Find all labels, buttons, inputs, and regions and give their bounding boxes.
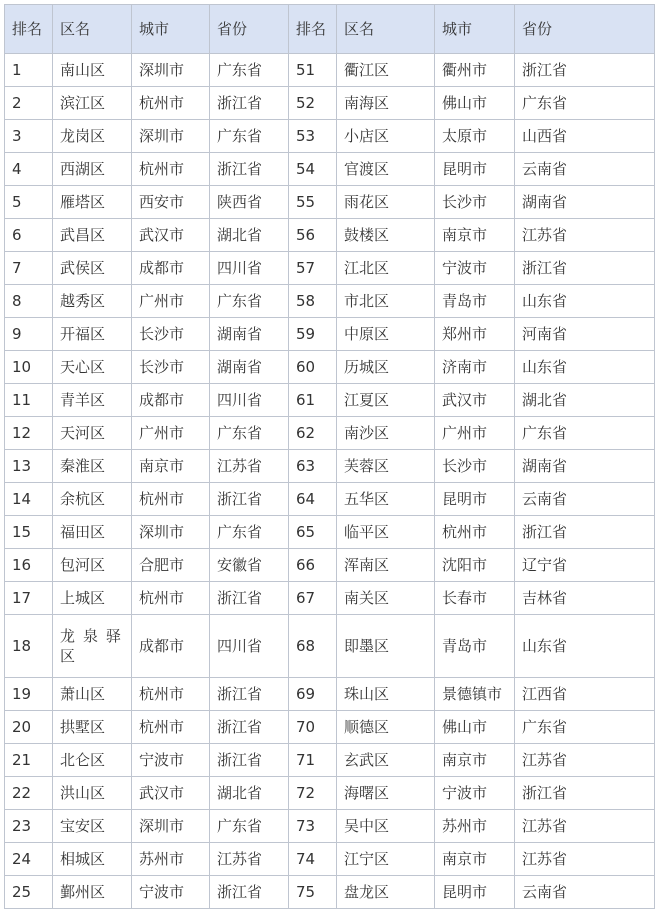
table-header	[5, 5, 655, 54]
table-body	[5, 54, 655, 909]
right-district-cell: 江北区	[337, 252, 435, 285]
left-rank-cell: 7	[5, 252, 53, 285]
header-province-right: 省份	[515, 5, 655, 54]
right-city-cell: 衢州市	[435, 54, 515, 87]
right-district-cell: 中原区	[337, 318, 435, 351]
table-row	[5, 87, 655, 120]
table-row	[5, 615, 655, 678]
left-city-cell: 杭州市	[132, 153, 210, 186]
left-district-cell: 相城区	[53, 843, 132, 876]
right-city-cell: 长沙市	[435, 450, 515, 483]
right-rank-cell: 63	[289, 450, 337, 483]
right-province-cell: 云南省	[515, 876, 655, 909]
table-row	[5, 876, 655, 909]
left-district-cell: 余杭区	[53, 483, 132, 516]
right-province-cell: 山东省	[515, 615, 655, 678]
right-city-cell: 昆明市	[435, 153, 515, 186]
right-city-cell: 太原市	[435, 120, 515, 153]
left-province-cell: 广东省	[210, 417, 289, 450]
left-district-cell: 越秀区	[53, 285, 132, 318]
left-province-cell: 广东省	[210, 120, 289, 153]
right-rank-cell: 68	[289, 615, 337, 678]
left-rank-cell: 1	[5, 54, 53, 87]
left-province-cell: 湖南省	[210, 318, 289, 351]
right-city-cell: 昆明市	[435, 876, 515, 909]
left-rank-cell: 23	[5, 810, 53, 843]
table-row	[5, 285, 655, 318]
header-city-left: 城市	[132, 5, 210, 54]
right-rank-cell: 75	[289, 876, 337, 909]
left-district-cell: 武侯区	[53, 252, 132, 285]
table-row	[5, 678, 655, 711]
table-row	[5, 417, 655, 450]
right-district-cell: 小店区	[337, 120, 435, 153]
table-row	[5, 516, 655, 549]
ranking-table	[4, 4, 655, 909]
left-province-cell: 浙江省	[210, 876, 289, 909]
right-rank-cell: 69	[289, 678, 337, 711]
right-rank-cell: 62	[289, 417, 337, 450]
right-city-cell: 青岛市	[435, 285, 515, 318]
left-district-cell: 秦淮区	[53, 450, 132, 483]
right-city-cell: 广州市	[435, 417, 515, 450]
left-province-cell: 安徽省	[210, 549, 289, 582]
right-province-cell: 江苏省	[515, 810, 655, 843]
table-row	[5, 450, 655, 483]
left-rank-cell: 12	[5, 417, 53, 450]
left-district-cell: 开福区	[53, 318, 132, 351]
header-district-left: 区名	[53, 5, 132, 54]
left-province-cell: 浙江省	[210, 582, 289, 615]
right-province-cell: 广东省	[515, 711, 655, 744]
right-rank-cell: 57	[289, 252, 337, 285]
left-rank-cell: 19	[5, 678, 53, 711]
table-row	[5, 351, 655, 384]
right-province-cell: 浙江省	[515, 777, 655, 810]
table-row	[5, 186, 655, 219]
right-rank-cell: 73	[289, 810, 337, 843]
right-province-cell: 浙江省	[515, 54, 655, 87]
left-rank-cell: 16	[5, 549, 53, 582]
right-rank-cell: 61	[289, 384, 337, 417]
right-rank-cell: 65	[289, 516, 337, 549]
right-province-cell: 广东省	[515, 417, 655, 450]
left-district-cell: 龙岗区	[53, 120, 132, 153]
right-province-cell: 浙江省	[515, 252, 655, 285]
right-district-cell: 市北区	[337, 285, 435, 318]
right-rank-cell: 55	[289, 186, 337, 219]
right-city-cell: 郑州市	[435, 318, 515, 351]
left-rank-cell: 6	[5, 219, 53, 252]
left-province-cell: 四川省	[210, 615, 289, 678]
table-row	[5, 252, 655, 285]
left-city-cell: 成都市	[132, 615, 210, 678]
table-row	[5, 711, 655, 744]
left-province-cell: 湖北省	[210, 777, 289, 810]
left-rank-cell: 5	[5, 186, 53, 219]
left-district-cell: 鄞州区	[53, 876, 132, 909]
right-city-cell: 济南市	[435, 351, 515, 384]
right-province-cell: 吉林省	[515, 582, 655, 615]
right-city-cell: 苏州市	[435, 810, 515, 843]
right-province-cell: 湖南省	[515, 186, 655, 219]
right-district-cell: 雨花区	[337, 186, 435, 219]
left-province-cell: 广东省	[210, 516, 289, 549]
left-rank-cell: 20	[5, 711, 53, 744]
left-rank-cell: 13	[5, 450, 53, 483]
left-province-cell: 江苏省	[210, 843, 289, 876]
right-district-cell: 官渡区	[337, 153, 435, 186]
header-rank-right: 排名	[289, 5, 337, 54]
right-province-cell: 湖南省	[515, 450, 655, 483]
right-district-cell: 海曙区	[337, 777, 435, 810]
table-row	[5, 153, 655, 186]
left-province-cell: 江苏省	[210, 450, 289, 483]
right-province-cell: 辽宁省	[515, 549, 655, 582]
right-city-cell: 佛山市	[435, 87, 515, 120]
header-district-right: 区名	[337, 5, 435, 54]
right-district-cell: 即墨区	[337, 615, 435, 678]
right-city-cell: 武汉市	[435, 384, 515, 417]
left-province-cell: 湖北省	[210, 219, 289, 252]
left-city-cell: 武汉市	[132, 777, 210, 810]
right-city-cell: 景德镇市	[435, 678, 515, 711]
left-rank-cell: 25	[5, 876, 53, 909]
left-rank-cell: 14	[5, 483, 53, 516]
right-rank-cell: 58	[289, 285, 337, 318]
left-district-cell: 南山区	[53, 54, 132, 87]
right-province-cell: 江苏省	[515, 744, 655, 777]
right-province-cell: 河南省	[515, 318, 655, 351]
right-city-cell: 青岛市	[435, 615, 515, 678]
left-rank-cell: 10	[5, 351, 53, 384]
right-province-cell: 山西省	[515, 120, 655, 153]
left-district-cell: 福田区	[53, 516, 132, 549]
right-district-cell: 五华区	[337, 483, 435, 516]
right-city-cell: 沈阳市	[435, 549, 515, 582]
right-rank-cell: 71	[289, 744, 337, 777]
right-district-cell: 临平区	[337, 516, 435, 549]
right-rank-cell: 59	[289, 318, 337, 351]
left-city-cell: 苏州市	[132, 843, 210, 876]
left-rank-cell: 24	[5, 843, 53, 876]
left-city-cell: 宁波市	[132, 876, 210, 909]
left-city-cell: 杭州市	[132, 582, 210, 615]
right-district-cell: 吴中区	[337, 810, 435, 843]
right-rank-cell: 52	[289, 87, 337, 120]
header-row	[5, 5, 655, 54]
left-district-cell: 萧山区	[53, 678, 132, 711]
left-rank-cell: 21	[5, 744, 53, 777]
left-city-cell: 宁波市	[132, 744, 210, 777]
left-city-cell: 深圳市	[132, 810, 210, 843]
table-row	[5, 219, 655, 252]
left-province-cell: 浙江省	[210, 153, 289, 186]
right-rank-cell: 74	[289, 843, 337, 876]
right-city-cell: 宁波市	[435, 777, 515, 810]
left-city-cell: 合肥市	[132, 549, 210, 582]
left-province-cell: 浙江省	[210, 711, 289, 744]
left-rank-cell: 3	[5, 120, 53, 153]
left-province-cell: 四川省	[210, 384, 289, 417]
right-province-cell: 江苏省	[515, 219, 655, 252]
left-province-cell: 广东省	[210, 54, 289, 87]
left-rank-cell: 18	[5, 615, 53, 678]
left-district-cell: 龙泉驿区	[53, 615, 132, 678]
left-rank-cell: 8	[5, 285, 53, 318]
left-rank-cell: 2	[5, 87, 53, 120]
table-row	[5, 549, 655, 582]
right-city-cell: 宁波市	[435, 252, 515, 285]
right-province-cell: 广东省	[515, 87, 655, 120]
right-district-cell: 南关区	[337, 582, 435, 615]
right-city-cell: 长沙市	[435, 186, 515, 219]
right-district-cell: 玄武区	[337, 744, 435, 777]
left-rank-cell: 17	[5, 582, 53, 615]
table-row	[5, 843, 655, 876]
left-city-cell: 西安市	[132, 186, 210, 219]
left-district-cell: 北仑区	[53, 744, 132, 777]
left-city-cell: 成都市	[132, 384, 210, 417]
right-province-cell: 湖北省	[515, 384, 655, 417]
left-district-cell: 洪山区	[53, 777, 132, 810]
left-province-cell: 广东省	[210, 285, 289, 318]
right-province-cell: 江西省	[515, 678, 655, 711]
left-province-cell: 浙江省	[210, 744, 289, 777]
right-rank-cell: 56	[289, 219, 337, 252]
right-city-cell: 佛山市	[435, 711, 515, 744]
right-city-cell: 南京市	[435, 843, 515, 876]
table-row	[5, 744, 655, 777]
left-city-cell: 杭州市	[132, 483, 210, 516]
table-row	[5, 54, 655, 87]
left-district-cell: 滨江区	[53, 87, 132, 120]
right-district-cell: 南沙区	[337, 417, 435, 450]
right-rank-cell: 54	[289, 153, 337, 186]
left-city-cell: 广州市	[132, 285, 210, 318]
left-province-cell: 四川省	[210, 252, 289, 285]
left-city-cell: 深圳市	[132, 54, 210, 87]
header-province-left: 省份	[210, 5, 289, 54]
right-district-cell: 珠山区	[337, 678, 435, 711]
left-city-cell: 广州市	[132, 417, 210, 450]
right-province-cell: 山东省	[515, 285, 655, 318]
left-district-cell: 青羊区	[53, 384, 132, 417]
table-row	[5, 582, 655, 615]
right-city-cell: 昆明市	[435, 483, 515, 516]
right-district-cell: 衢江区	[337, 54, 435, 87]
table-row	[5, 483, 655, 516]
right-district-cell: 盘龙区	[337, 876, 435, 909]
left-province-cell: 陕西省	[210, 186, 289, 219]
left-province-cell: 湖南省	[210, 351, 289, 384]
left-city-cell: 武汉市	[132, 219, 210, 252]
left-city-cell: 杭州市	[132, 87, 210, 120]
right-district-cell: 顺德区	[337, 711, 435, 744]
left-city-cell: 长沙市	[132, 351, 210, 384]
right-city-cell: 南京市	[435, 219, 515, 252]
right-city-cell: 南京市	[435, 744, 515, 777]
left-district-cell: 雁塔区	[53, 186, 132, 219]
table-row	[5, 384, 655, 417]
right-district-cell: 江宁区	[337, 843, 435, 876]
right-district-cell: 浑南区	[337, 549, 435, 582]
left-district-cell: 包河区	[53, 549, 132, 582]
left-city-cell: 深圳市	[132, 120, 210, 153]
left-rank-cell: 15	[5, 516, 53, 549]
left-district-cell: 宝安区	[53, 810, 132, 843]
left-city-cell: 成都市	[132, 252, 210, 285]
left-rank-cell: 22	[5, 777, 53, 810]
right-rank-cell: 60	[289, 351, 337, 384]
left-rank-cell: 4	[5, 153, 53, 186]
left-district-cell: 上城区	[53, 582, 132, 615]
table-row	[5, 318, 655, 351]
right-rank-cell: 51	[289, 54, 337, 87]
left-district-cell: 天心区	[53, 351, 132, 384]
right-rank-cell: 72	[289, 777, 337, 810]
left-city-cell: 深圳市	[132, 516, 210, 549]
header-rank-left: 排名	[5, 5, 53, 54]
left-city-cell: 杭州市	[132, 678, 210, 711]
right-rank-cell: 64	[289, 483, 337, 516]
left-district-cell: 武昌区	[53, 219, 132, 252]
left-district-cell: 天河区	[53, 417, 132, 450]
left-province-cell: 浙江省	[210, 483, 289, 516]
table-row	[5, 810, 655, 843]
right-province-cell: 云南省	[515, 483, 655, 516]
right-city-cell: 长春市	[435, 582, 515, 615]
left-city-cell: 杭州市	[132, 711, 210, 744]
right-rank-cell: 53	[289, 120, 337, 153]
left-city-cell: 南京市	[132, 450, 210, 483]
right-district-cell: 鼓楼区	[337, 219, 435, 252]
header-city-right: 城市	[435, 5, 515, 54]
right-rank-cell: 66	[289, 549, 337, 582]
right-province-cell: 云南省	[515, 153, 655, 186]
left-rank-cell: 11	[5, 384, 53, 417]
right-city-cell: 杭州市	[435, 516, 515, 549]
right-district-cell: 南海区	[337, 87, 435, 120]
right-rank-cell: 70	[289, 711, 337, 744]
left-district-cell: 西湖区	[53, 153, 132, 186]
right-rank-cell: 67	[289, 582, 337, 615]
left-rank-cell: 9	[5, 318, 53, 351]
right-province-cell: 浙江省	[515, 516, 655, 549]
left-city-cell: 长沙市	[132, 318, 210, 351]
left-district-cell: 拱墅区	[53, 711, 132, 744]
table-row	[5, 777, 655, 810]
right-district-cell: 江夏区	[337, 384, 435, 417]
left-province-cell: 浙江省	[210, 87, 289, 120]
right-province-cell: 江苏省	[515, 843, 655, 876]
left-province-cell: 广东省	[210, 810, 289, 843]
table-row	[5, 120, 655, 153]
right-district-cell: 芙蓉区	[337, 450, 435, 483]
right-district-cell: 历城区	[337, 351, 435, 384]
left-province-cell: 浙江省	[210, 678, 289, 711]
right-province-cell: 山东省	[515, 351, 655, 384]
